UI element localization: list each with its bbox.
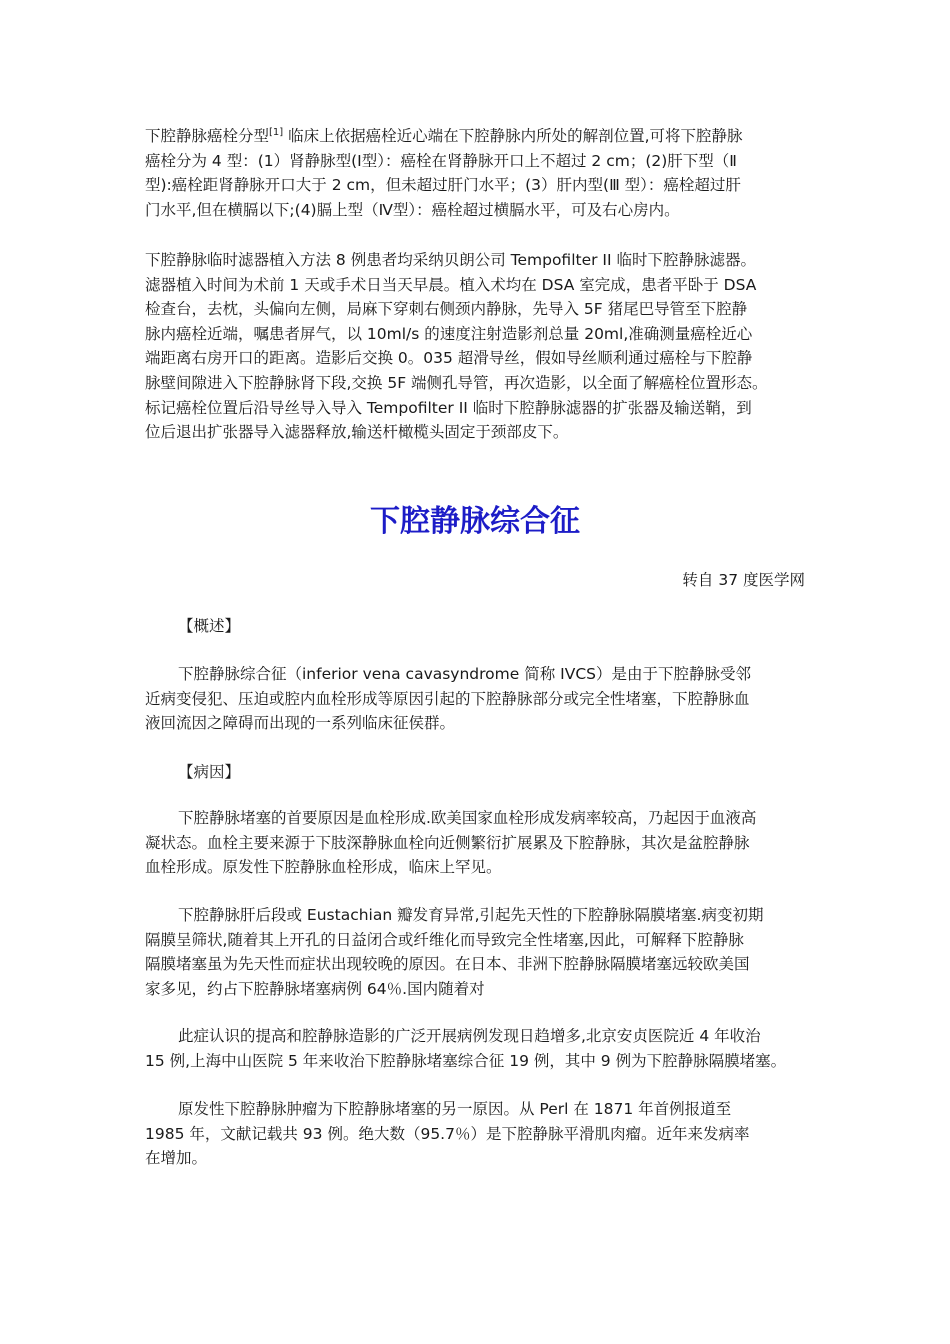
paragraph-overview bbox=[145, 662, 825, 736]
heading-overview: 【概述】 bbox=[178, 617, 241, 635]
text-line: 凝状态。血栓主要来源于下肢深静脉血栓向近侧繁衍扩展累及下腔静脉，其次是盆腔静脉 bbox=[145, 833, 750, 852]
text-line: 下腔静脉肝后段或 Eustachian 瓣发育异常,引起先天性的下腔静脉隔膜堵塞.病变初期 bbox=[178, 906, 764, 924]
article-source: 转自 37 度医学网 bbox=[682, 571, 805, 589]
heading-cause: 【病因】 bbox=[178, 763, 241, 781]
paragraph-primary-tumor bbox=[145, 1097, 825, 1171]
paragraph-cause-thrombus bbox=[145, 806, 825, 880]
text-line: 癌栓分为 4 型：(1）肾静脉型(Ⅰ型）：癌栓在肾静脉开口上不超过 2 cm；(2)肝下型（Ⅱ bbox=[145, 151, 737, 170]
article-title: 下腔静脉综合征 bbox=[370, 504, 580, 539]
text-line: 血栓形成。原发性下腔静脉血栓形成，临床上罕见。 bbox=[145, 858, 502, 877]
paragraph-cause-membrane bbox=[145, 903, 825, 1001]
section-overview bbox=[145, 614, 825, 639]
text-line: 标记癌栓位置后沿导丝导入导入 Tempofilter II 临时下腔静脉滤器的扩张器及输送鞘，到 bbox=[145, 398, 752, 417]
text-line: 门水平,但在横膈以下;(4)膈上型（Ⅳ型）：癌栓超过横膈水平，可及右心房内。 bbox=[145, 200, 680, 219]
text-line: 脉内癌栓近端，嘱患者屏气，以 10ml/s 的速度注射造影剂总量 20ml,准确测量癌栓近心 bbox=[145, 324, 753, 343]
text-line: 端距离右房开口的距离。造影后交换 0。035 超滑导丝，假如导丝顺利通过癌栓与下腔静 bbox=[145, 349, 753, 368]
paragraph-ivc-thrombus-classification bbox=[145, 124, 825, 222]
text-line: 滤器植入时间为术前 1 天或手术日当天早晨。植入术均在 DSA 室完成，患者平卧于 DSA bbox=[145, 275, 757, 294]
paragraph-temporary-filter-method bbox=[145, 248, 825, 445]
text-line: 下腔静脉综合征（inferior vena cavasyndrome 简称 IVCS）是由于下腔静脉受邻 bbox=[178, 665, 751, 683]
text-line: 脉壁间隙进入下腔静脉肾下段,交换 5F 端侧孔导管，再次造影，以全面了解癌栓位置形态。 bbox=[145, 373, 768, 392]
text-line: 下腔静脉癌栓分型[1] 临床上依据癌栓近心端在下腔静脉内所处的解剖位置,可将下腔静脉 bbox=[145, 126, 743, 145]
text-line: 在增加。 bbox=[145, 1149, 208, 1168]
text-line: 家多见，约占下腔静脉堵塞病例 64％.国内随着对 bbox=[145, 979, 485, 998]
text-line: 型):癌栓距肾静脉开口大于 2 cm，但未超过肝门水平；(3）肝内型(Ⅲ 型）：癌栓超过肝 bbox=[145, 176, 741, 195]
section-cause bbox=[145, 760, 825, 785]
text-line: 位后退出扩张器导入滤器释放,输送杆橄榄头固定于颈部皮下。 bbox=[145, 423, 569, 442]
text-line: 此症认识的提高和腔静脉造影的广泛开展病例发现日趋增多,北京安贞医院近 4 年收治 bbox=[178, 1027, 761, 1045]
text-line: 液回流因之障碍而出现的一系列临床征侯群。 bbox=[145, 714, 456, 733]
paragraph-case-reports bbox=[145, 1024, 825, 1073]
text-line: 隔膜堵塞虽为先天性而症状出现较晚的原因。在日本、非洲下腔静脉隔膜堵塞远较欧美国 bbox=[145, 955, 750, 974]
citation-superscript[interactable]: [1] bbox=[269, 126, 284, 138]
text-line: 近病变侵犯、压迫或腔内血栓形成等原因引起的下腔静脉部分或完全性堵塞，下腔静脉血 bbox=[145, 689, 750, 708]
text-line: 隔膜呈筛状,随着其上开孔的日益闭合或纤维化而导致完全性堵塞,因此，可解释下腔静脉 bbox=[145, 930, 744, 949]
text-line: 下腔静脉堵塞的首要原因是血栓形成.欧美国家血栓形成发病率较高，乃起因于血液高 bbox=[178, 809, 757, 827]
text-line: 原发性下腔静脉肿瘤为下腔静脉堵塞的另一原因。从 Perl 在 1871 年首例报道至 bbox=[178, 1100, 732, 1118]
text-line: 下腔静脉临时滤器植入方法 8 例患者均采纳贝朗公司 Tempofilter II 临时下腔静脉滤器。 bbox=[145, 251, 756, 269]
text-line: 15 例,上海中山医院 5 年来收治下腔静脉堵塞综合征 19 例，其中 9 例为下腔静脉隔膜堵塞。 bbox=[145, 1051, 787, 1070]
text-line: 1985 年，文献记载共 93 例。绝大数（95.7％）是下腔静脉平滑肌肉瘤。近年来发病率 bbox=[145, 1124, 750, 1143]
text-line: 检查台，去枕，头偏向左侧，局麻下穿刺右侧颈内静脉，先导入 5F 猪尾巴导管至下腔静 bbox=[145, 300, 748, 319]
